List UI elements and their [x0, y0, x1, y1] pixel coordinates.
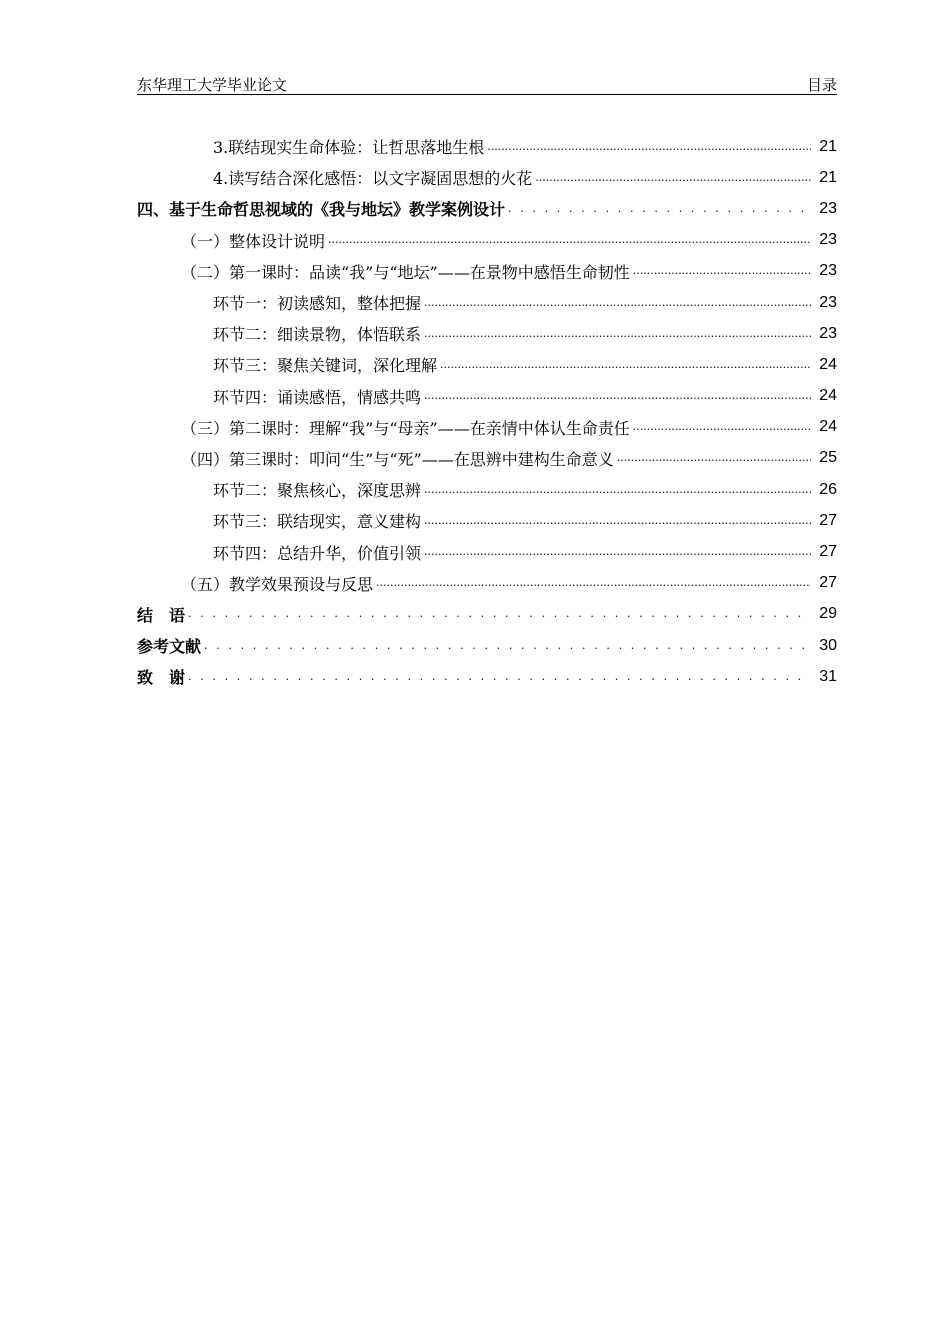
toc-entry-title: 参考文献: [137, 637, 202, 657]
toc-entry-page-number: 24: [819, 387, 837, 405]
toc-dot-leader: [633, 262, 811, 280]
toc-dot-leader: [424, 543, 811, 561]
toc-entry[interactable]: [137, 443, 837, 474]
toc-entry-title: 环节一：初读感知，整体把握: [213, 294, 422, 314]
toc-entry[interactable]: [137, 661, 837, 692]
toc-dot-leader: [508, 200, 811, 218]
toc-entry-page-number: 25: [819, 449, 837, 467]
toc-entry-page-number: 30: [819, 636, 837, 654]
toc-dot-leader: [424, 294, 811, 312]
toc-entry-title: 致 谢: [137, 668, 186, 688]
toc-entry-page-number: 24: [819, 418, 837, 436]
toc-dot-leader: [204, 637, 811, 655]
toc-dot-leader: [424, 512, 811, 530]
toc-entry[interactable]: [137, 412, 837, 443]
toc-entry-page-number: 24: [819, 355, 837, 373]
toc-dot-leader: [328, 231, 811, 249]
toc-entry-page-number: 23: [819, 324, 837, 342]
toc-entry-title: （五）教学效果预设与反思: [181, 574, 374, 594]
toc-entry-title: 环节四：诵读感悟，情感共鸣: [213, 387, 422, 407]
toc-entry-title: 环节三：联结现实，意义建构: [213, 512, 422, 532]
toc-entry-title: （一）整体设计说明: [181, 231, 326, 251]
toc-entry[interactable]: [137, 474, 837, 505]
toc-entry[interactable]: [137, 505, 837, 536]
toc-dot-leader: [188, 668, 811, 686]
toc-entry-title: （三）第二课时：理解“我”与“母亲”——在亲情中体认生命责任: [181, 418, 630, 438]
table-of-contents: [137, 131, 837, 692]
toc-entry[interactable]: [137, 225, 837, 256]
toc-entry-title: 4.读写结合深化感悟：以文字凝固思想的火花: [213, 169, 533, 189]
toc-entry-title: 四、基于生命哲思视域的《我与地坛》教学案例设计: [137, 200, 506, 220]
toc-entry[interactable]: [137, 131, 837, 162]
toc-entry[interactable]: [137, 193, 837, 224]
toc-dot-leader: [376, 574, 811, 592]
toc-entry[interactable]: [137, 536, 837, 567]
toc-dot-leader: [424, 481, 811, 499]
toc-entry-title: 3.联结现实生命体验：让哲思落地生根: [213, 138, 485, 158]
toc-entry[interactable]: [137, 162, 837, 193]
toc-dot-leader: [440, 356, 811, 374]
toc-dot-leader: [424, 387, 811, 405]
toc-entry-title: 环节二：聚焦核心，深度思辨: [213, 481, 422, 501]
toc-entry[interactable]: [137, 599, 837, 630]
toc-entry-page-number: 29: [819, 605, 837, 623]
toc-entry[interactable]: [137, 256, 837, 287]
toc-dot-leader: [535, 169, 811, 187]
toc-entry-page-number: 21: [819, 168, 837, 186]
toc-dot-leader: [188, 605, 811, 623]
toc-entry[interactable]: [137, 568, 837, 599]
toc-entry-page-number: 23: [819, 293, 837, 311]
toc-entry-title: 环节二：细读景物，体悟联系: [213, 325, 422, 345]
toc-entry-title: （四）第三课时：叩问“生”与“死”——在思辨中建构生命意义: [181, 449, 614, 469]
toc-entry-page-number: 31: [819, 667, 837, 685]
toc-entry-title: 结 语: [137, 605, 186, 625]
header-thesis-title: 东华理工大学毕业论文: [137, 76, 288, 94]
toc-dot-leader: [487, 138, 811, 156]
toc-entry[interactable]: [137, 381, 837, 412]
toc-entry-page-number: 27: [819, 511, 837, 529]
toc-entry[interactable]: [137, 287, 837, 318]
toc-entry-page-number: 23: [819, 231, 837, 249]
toc-entry-page-number: 23: [819, 262, 837, 280]
toc-entry-page-number: 23: [819, 199, 837, 217]
toc-entry-title: （二）第一课时：品读“我”与“地坛”——在景物中感悟生命韧性: [181, 262, 630, 282]
toc-dot-leader: [424, 325, 811, 343]
toc-entry-title: 环节三：聚焦关键词，深化理解: [213, 356, 438, 376]
toc-entry-page-number: 27: [819, 574, 837, 592]
toc-entry[interactable]: [137, 318, 837, 349]
toc-entry-page-number: 27: [819, 543, 837, 561]
page-header: [137, 72, 837, 95]
toc-entry-title: 环节四：总结升华，价值引领: [213, 543, 422, 563]
header-section-title: 目录: [806, 76, 837, 94]
toc-entry[interactable]: [137, 630, 837, 661]
toc-entry-page-number: 26: [819, 480, 837, 498]
toc-dot-leader: [633, 418, 811, 436]
toc-entry-page-number: 21: [819, 137, 837, 155]
toc-entry[interactable]: [137, 349, 837, 380]
toc-dot-leader: [617, 449, 811, 467]
